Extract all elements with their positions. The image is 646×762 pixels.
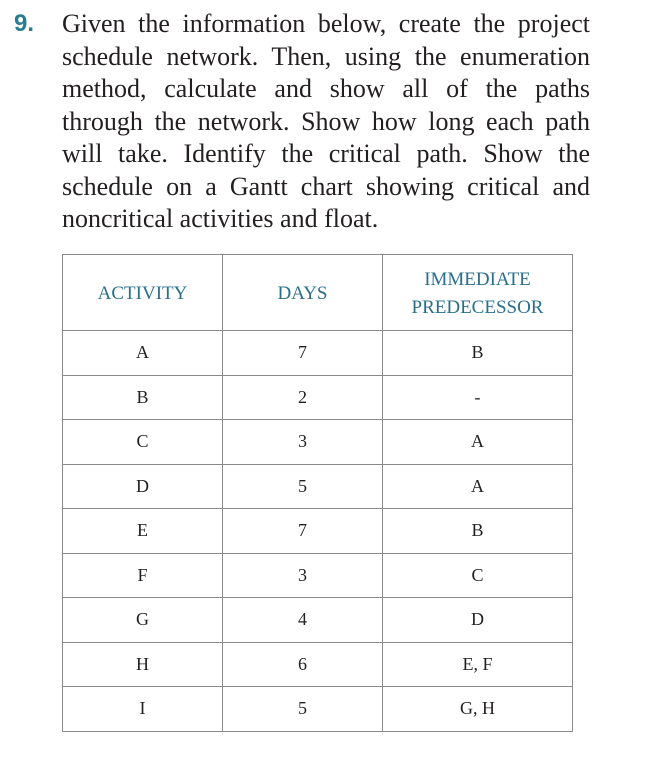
cell-predecessor: D: [383, 598, 573, 643]
cell-activity: F: [63, 553, 223, 598]
table-row: [63, 464, 573, 509]
table-body: [63, 331, 573, 732]
header-immediate-predecessor: [383, 255, 573, 331]
cell-activity: H: [63, 642, 223, 687]
cell-predecessor: E, F: [383, 642, 573, 687]
cell-days: 5: [223, 687, 383, 732]
header-predecessor-line2: PREDECESSOR: [411, 296, 544, 318]
cell-predecessor: A: [383, 420, 573, 465]
cell-activity: E: [63, 509, 223, 554]
problem-text: Given the information below, create the project schedule network. Then, using the enumeration method, calculate and show all of the paths through the network. Show how long each path will take. Identify the critical path. Show the schedule on a Gantt chart showing critical and noncritical activities and float.: [62, 9, 590, 233]
header-predecessor-line1: IMMEDIATE: [424, 268, 531, 290]
cell-days: 2: [223, 375, 383, 420]
activity-table: [62, 254, 573, 732]
cell-activity: I: [63, 687, 223, 732]
cell-days: 5: [223, 464, 383, 509]
table-row: [63, 420, 573, 465]
cell-activity: B: [63, 375, 223, 420]
cell-predecessor: G, H: [383, 687, 573, 732]
cell-days: 7: [223, 331, 383, 376]
cell-activity: D: [63, 464, 223, 509]
header-activity: ACTIVITY: [63, 255, 223, 331]
table-row: [63, 331, 573, 376]
table-row: [63, 509, 573, 554]
cell-predecessor: A: [383, 464, 573, 509]
cell-activity: C: [63, 420, 223, 465]
header-days: DAYS: [223, 255, 383, 331]
table-row: [63, 687, 573, 732]
table-row: [63, 642, 573, 687]
cell-days: 4: [223, 598, 383, 643]
table-row: [63, 375, 573, 420]
cell-predecessor: C: [383, 553, 573, 598]
cell-predecessor: B: [383, 509, 573, 554]
cell-predecessor: -: [383, 375, 573, 420]
cell-days: 6: [223, 642, 383, 687]
cell-activity: G: [63, 598, 223, 643]
cell-days: 7: [223, 509, 383, 554]
table-row: [63, 553, 573, 598]
table-header-row: [63, 255, 573, 331]
cell-days: 3: [223, 553, 383, 598]
cell-activity: A: [63, 331, 223, 376]
cell-predecessor: B: [383, 331, 573, 376]
problem-number: 9.: [14, 10, 35, 37]
table-row: [63, 598, 573, 643]
cell-days: 3: [223, 420, 383, 465]
